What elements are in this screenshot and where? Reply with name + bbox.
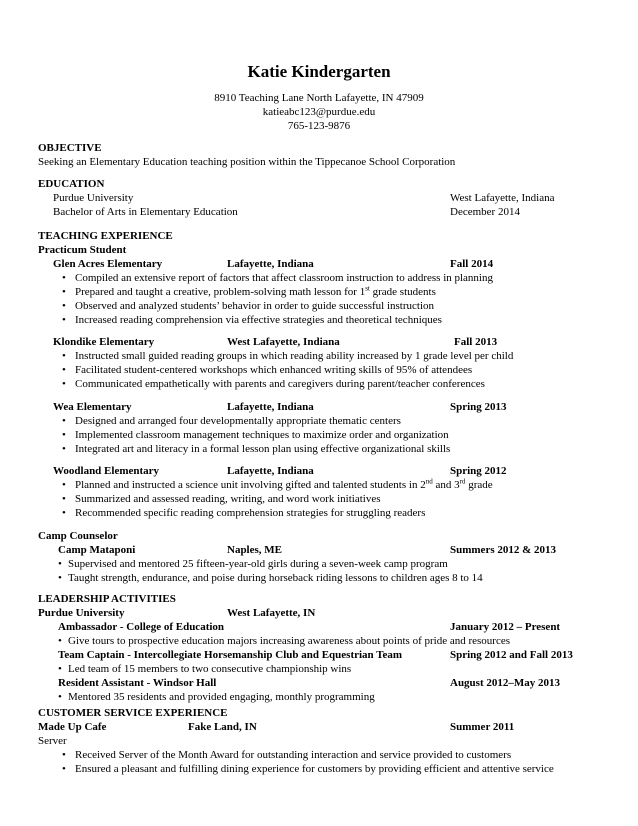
objective-heading: OBJECTIVE bbox=[38, 142, 102, 154]
leadership-location: West Lafayette, IN bbox=[227, 607, 316, 619]
bullet-text: Implemented classroom management techniques to maximize order and organization bbox=[75, 429, 449, 441]
education-degree: Bachelor of Arts in Elementary Education bbox=[53, 206, 238, 218]
camp-role: Camp Counselor bbox=[38, 530, 118, 542]
bullet-text: Facilitated student-centered workshops which enhanced writing skills of 95% of attendees bbox=[75, 364, 473, 376]
job-date: Fall 2013 bbox=[454, 336, 498, 348]
bullet-icon: • bbox=[62, 415, 66, 427]
leadership-title: Resident Assistant - Windsor Hall bbox=[58, 677, 217, 689]
camp-location: Naples, ME bbox=[227, 544, 282, 556]
bullet-text: Mentored 35 residents and provided engaging, monthly programming bbox=[68, 691, 375, 703]
education-school: Purdue University bbox=[53, 192, 134, 204]
bullet-icon: • bbox=[62, 749, 66, 761]
candidate-name: Katie Kindergarten bbox=[247, 62, 391, 81]
education-date: December 2014 bbox=[450, 206, 520, 218]
leadership-org: Purdue University bbox=[38, 607, 125, 619]
bullet-icon: • bbox=[58, 635, 62, 647]
phone: 765-123-9876 bbox=[287, 120, 351, 132]
bullet-icon: • bbox=[62, 493, 66, 505]
camp-date: Summers 2012 & 2013 bbox=[450, 544, 557, 556]
customer-date: Summer 2011 bbox=[450, 721, 515, 733]
bullet-text: Recommended specific reading comprehension strategies for struggling readers bbox=[75, 507, 426, 519]
bullet-text: Integrated art and literacy in a formal lesson plan using effective organizational skills bbox=[75, 443, 451, 455]
bullet-icon: • bbox=[62, 364, 66, 376]
bullet-icon: • bbox=[62, 378, 66, 390]
bullet-text: Communicated empathetically with parents and caregivers during parent/teacher conferences bbox=[75, 378, 485, 390]
job-date: Fall 2014 bbox=[450, 258, 494, 270]
bullet-text: Observed and analyzed students’ behavior in order to guide successful instruction bbox=[75, 300, 435, 312]
bullet-icon: • bbox=[62, 314, 66, 326]
job-school: Klondike Elementary bbox=[53, 336, 155, 348]
teaching-heading: TEACHING EXPERIENCE bbox=[38, 230, 173, 242]
address: 8910 Teaching Lane North Lafayette, IN 47909 bbox=[214, 92, 424, 104]
bullet-text: Led team of 15 members to two consecutive championship wins bbox=[68, 663, 352, 675]
education-location: West Lafayette, Indiana bbox=[450, 192, 555, 204]
leadership-date: August 2012–May 2013 bbox=[450, 677, 561, 689]
email: katieabc123@purdue.edu bbox=[262, 106, 376, 118]
bullet-text: Instructed small guided reading groups in which reading ability increased by 1 grade level per child bbox=[75, 350, 514, 362]
bullet-text: Planned and instructed a science unit involving gifted and talented students in 2nd and 3rd grade bbox=[75, 477, 493, 491]
teaching-role: Practicum Student bbox=[38, 244, 127, 256]
bullet-text: Give tours to prospective education majors increasing awareness about points of pride and resources bbox=[68, 635, 511, 647]
customer-location: Fake Land, IN bbox=[188, 721, 257, 733]
job-school: Wea Elementary bbox=[53, 401, 132, 413]
bullet-icon: • bbox=[58, 572, 62, 584]
objective-text: Seeking an Elementary Education teaching position within the Tippecanoe School Corporation bbox=[38, 156, 456, 168]
leadership-date: January 2012 – Present bbox=[450, 621, 561, 633]
customer-role: Server bbox=[38, 735, 67, 747]
bullet-icon: • bbox=[62, 507, 66, 519]
leadership-title: Ambassador - College of Education bbox=[58, 621, 225, 633]
bullet-text: Summarized and assessed reading, writing, and word work initiatives bbox=[75, 493, 381, 505]
leadership-heading: LEADERSHIP ACTIVITIES bbox=[38, 593, 176, 605]
customer-place: Made Up Cafe bbox=[38, 721, 107, 733]
bullet-text: Increased reading comprehension via effective strategies and theoretical techniques bbox=[75, 314, 442, 326]
bullet-text: Received Server of the Month Award for outstanding interaction and service provided to customers bbox=[75, 749, 512, 761]
bullet-icon: • bbox=[58, 558, 62, 570]
bullet-text: Taught strength, endurance, and poise during horseback riding lessons to children ages 8 to 14 bbox=[68, 572, 483, 584]
bullet-text: Compiled an extensive report of factors that affect classroom instruction to address in planning bbox=[75, 272, 493, 284]
bullet-icon: • bbox=[62, 443, 66, 455]
job-date: Spring 2013 bbox=[450, 401, 507, 413]
bullet-text: Ensured a pleasant and fulfilling dining experience for customers by providing efficient and attentive service bbox=[75, 763, 554, 775]
customer-heading: CUSTOMER SERVICE EXPERIENCE bbox=[38, 707, 228, 719]
job-school: Glen Acres Elementary bbox=[53, 258, 163, 270]
bullet-icon: • bbox=[62, 300, 66, 312]
job-location: Lafayette, Indiana bbox=[227, 401, 314, 413]
bullet-icon: • bbox=[62, 763, 66, 775]
bullet-icon: • bbox=[58, 691, 62, 703]
education-heading: EDUCATION bbox=[38, 178, 105, 190]
bullet-text: Designed and arranged four developmentally appropriate thematic centers bbox=[75, 415, 401, 427]
bullet-text: Supervised and mentored 25 fifteen-year-old girls during a seven-week camp program bbox=[68, 558, 448, 570]
job-location: Lafayette, Indiana bbox=[227, 465, 314, 477]
job-school: Woodland Elementary bbox=[53, 465, 160, 477]
job-date: Spring 2012 bbox=[450, 465, 507, 477]
bullet-icon: • bbox=[62, 286, 66, 298]
bullet-icon: • bbox=[62, 272, 66, 284]
bullet-text: Prepared and taught a creative, problem-solving math lesson for 1st grade students bbox=[75, 284, 436, 298]
camp-place: Camp Mataponi bbox=[58, 544, 136, 556]
bullet-icon: • bbox=[62, 429, 66, 441]
leadership-title: Team Captain - Intercollegiate Horsemanship Club and Equestrian Team bbox=[58, 649, 403, 661]
bullet-icon: • bbox=[58, 663, 62, 675]
bullet-icon: • bbox=[62, 350, 66, 362]
job-location: Lafayette, Indiana bbox=[227, 258, 314, 270]
bullet-icon: • bbox=[62, 479, 66, 491]
leadership-date: Spring 2012 and Fall 2013 bbox=[450, 649, 573, 661]
job-location: West Lafayette, Indiana bbox=[227, 336, 340, 348]
